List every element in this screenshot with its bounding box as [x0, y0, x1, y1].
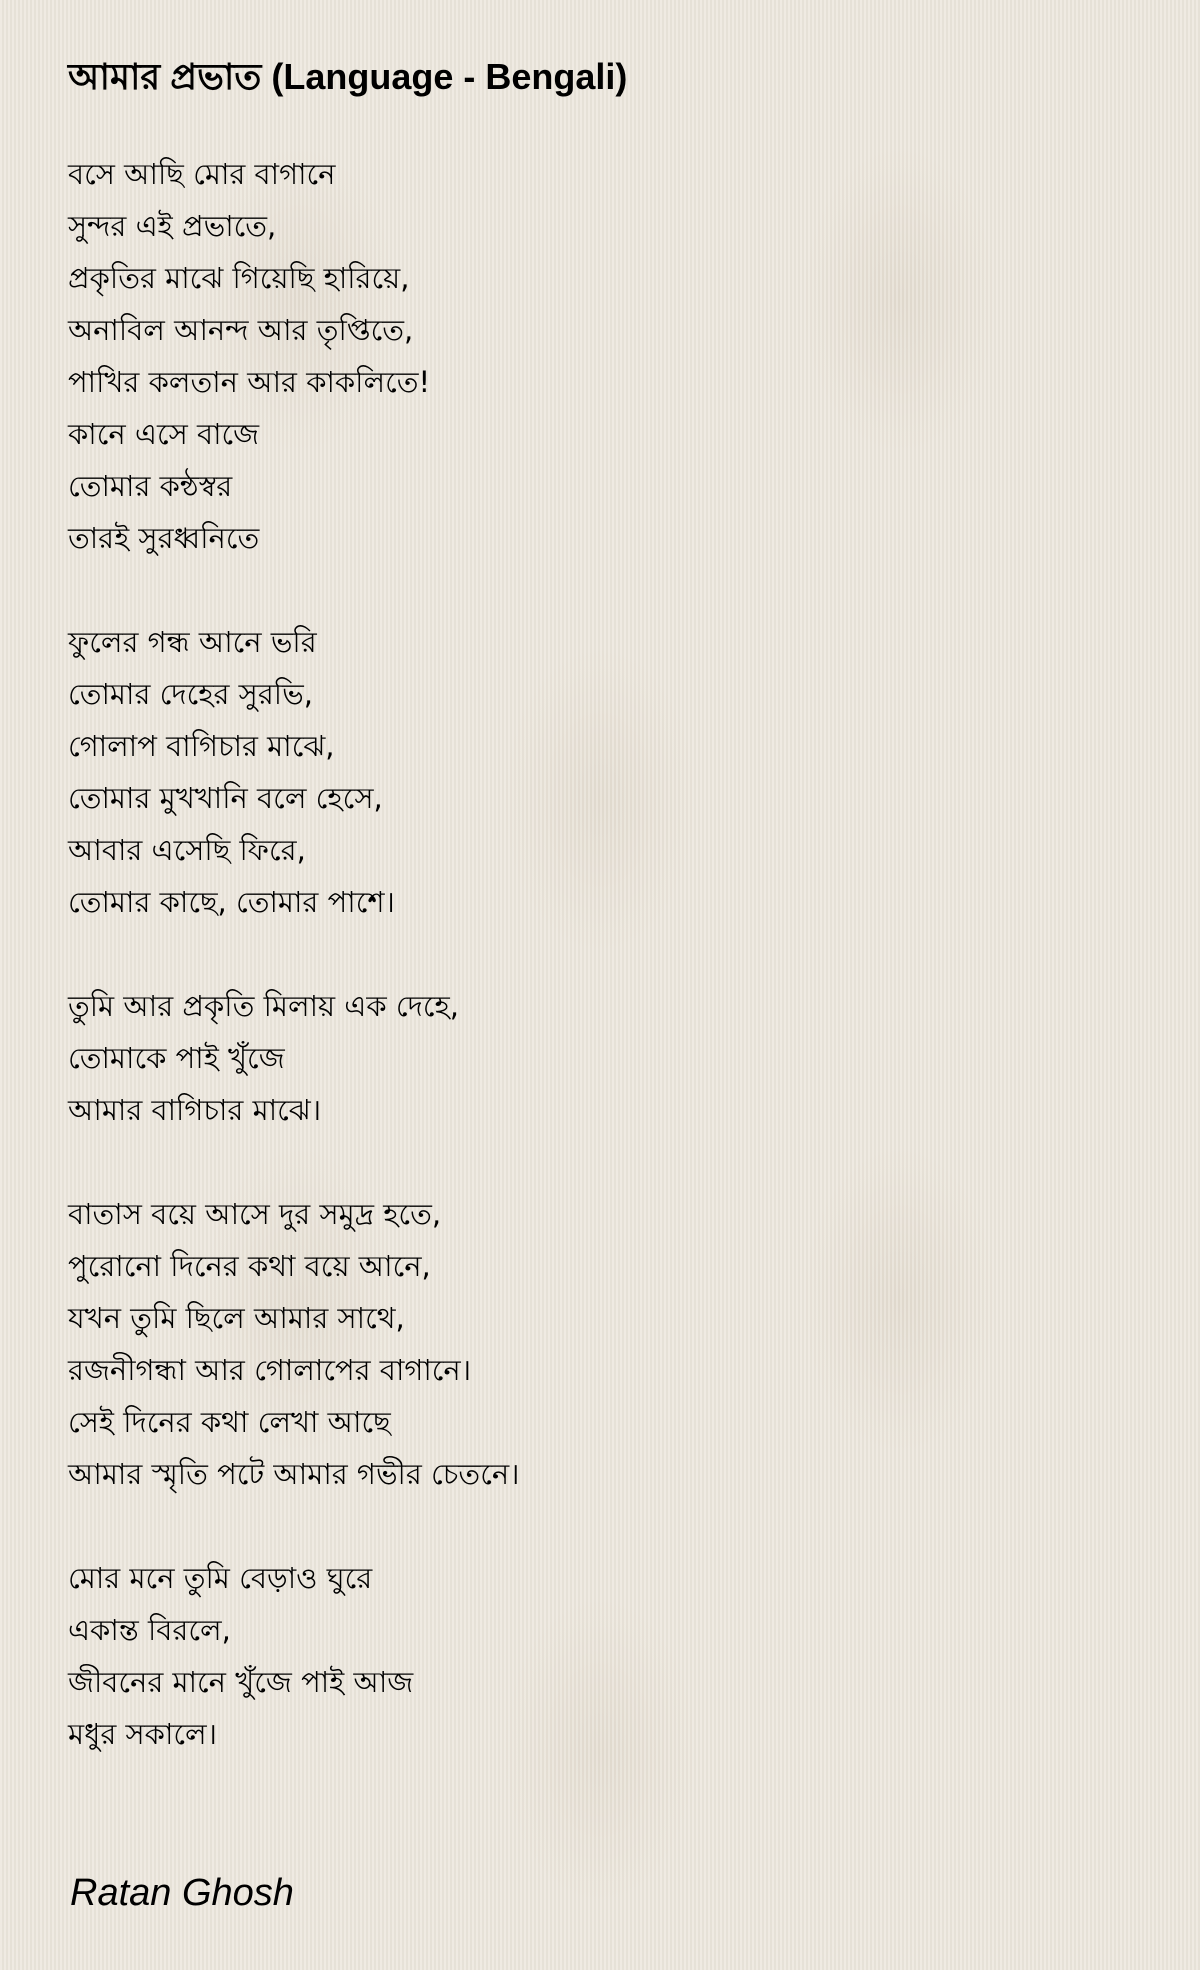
poem-body	[68, 148, 520, 1812]
poem-line: তারই সুরধ্বনিতে	[68, 521, 260, 555]
poem-line: তোমার মুখখানি বলে হেসে,	[68, 781, 383, 815]
poem-line: রজনীগন্ধা আর গোলাপের বাগানে।	[68, 1353, 472, 1387]
stanza-2	[68, 616, 520, 928]
poem-line: কানে এসে বাজে	[68, 417, 260, 451]
poem-line: তোমাকে পাই খুঁজে	[68, 1041, 285, 1075]
poem-line: সেই দিনের কথা লেখা আছে	[68, 1405, 391, 1439]
poem-line: সুন্দর এই প্রভাতে,	[68, 209, 277, 243]
poem-line: পুরোনো দিনের কথা বয়ে আনে,	[68, 1249, 431, 1283]
poem-line: জীবনের মানে খুঁজে পাই আজ	[68, 1665, 414, 1699]
stanza-3	[68, 980, 520, 1136]
poem-title: আমার প্রভাত (Language - Bengali)	[68, 56, 628, 97]
poem-line: অনাবিল আনন্দ আর তৃপ্তিতে,	[68, 313, 414, 347]
poem-line: একান্ত বিরলে,	[68, 1613, 231, 1647]
poem-line: আমার স্মৃতি পটে আমার গভীর চেতনে।	[68, 1457, 520, 1491]
poem-line: তোমার কন্ঠস্বর	[68, 469, 233, 503]
poem-line: বাতাস বয়ে আসে দুর সমুদ্র হতে,	[68, 1197, 442, 1231]
poem-line: মধুর সকালে।	[68, 1717, 218, 1751]
stanza-4	[68, 1188, 520, 1500]
poem-line: গোলাপ বাগিচার মাঝে,	[68, 729, 335, 763]
poem-line: তোমার কাছে, তোমার পাশে।	[68, 885, 395, 919]
poem-line: তোমার দেহের সুরভি,	[68, 677, 313, 711]
poem-line: মোর মনে তুমি বেড়াও ঘুরে	[68, 1561, 373, 1595]
poem-line: প্রকৃতির মাঝে গিয়েছি হারিয়ে,	[68, 261, 410, 295]
author-name: Ratan Ghosh	[70, 1872, 294, 1914]
stanza-1	[68, 148, 520, 564]
poem-line: বসে আছি মোর বাগানে	[68, 157, 336, 191]
poem-line: যখন তুমি ছিলে আমার সাথে,	[68, 1301, 405, 1335]
poem-line: আমার বাগিচার মাঝে।	[68, 1093, 322, 1127]
poem-line: ফুলের গন্ধ আনে ভরি	[68, 625, 317, 659]
stanza-5	[68, 1552, 520, 1760]
poem-line: তুমি আর প্রকৃতি মিলায় এক দেহে,	[68, 989, 459, 1023]
poem-line: আবার এসেছি ফিরে,	[68, 833, 306, 867]
poem-line: পাখির কলতান আর কাকলিতে!	[68, 365, 431, 399]
